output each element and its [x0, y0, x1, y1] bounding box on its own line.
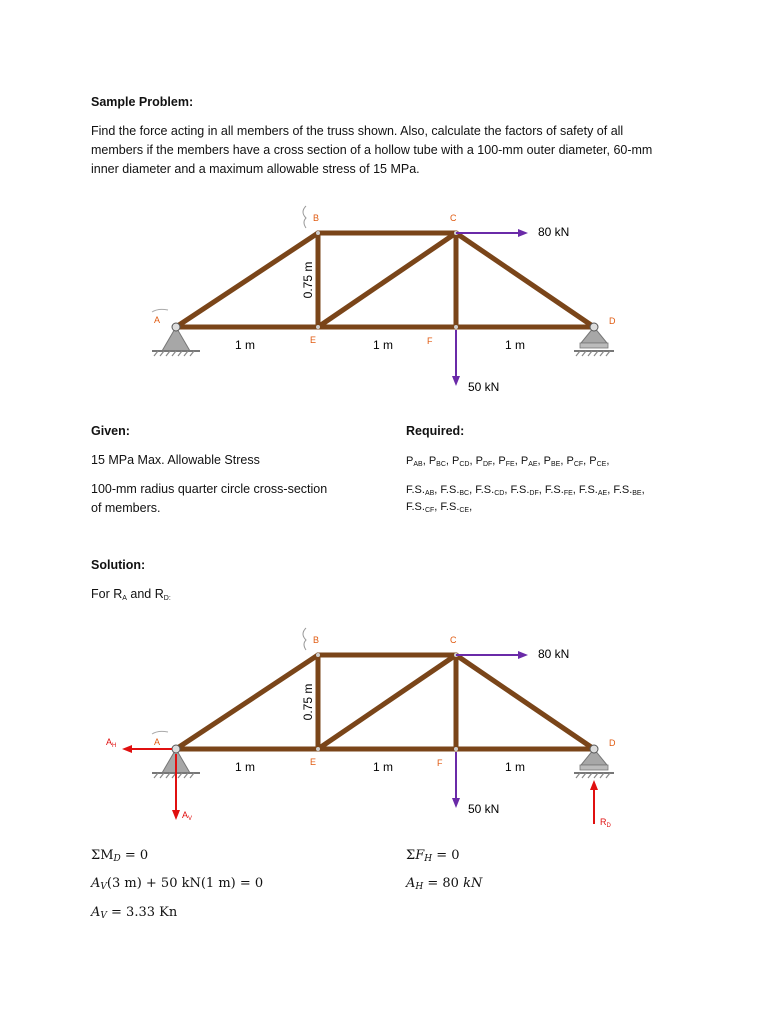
- required-item: $F.S._{AB}$,: [406, 484, 441, 497]
- required-item: $F.S._{CE}$,: [440, 501, 473, 514]
- node-label-d: D: [609, 316, 616, 326]
- required-item: $P_{CE}$,: [589, 455, 610, 468]
- node-label-d-fbd: D: [609, 738, 616, 748]
- required-heading: Required:: [406, 424, 465, 438]
- span-label-3-fbd: 1 m: [505, 760, 526, 774]
- problem-heading: Sample Problem:: [91, 95, 194, 109]
- equation-av-result: $A_V = 3.33$ Kn: [91, 905, 178, 921]
- member-ab: [176, 233, 318, 327]
- height-label: 0.75 m: [301, 261, 315, 299]
- member-cd: [456, 233, 594, 327]
- required-forces: [406, 451, 609, 474]
- required-item: $P_{CD}$,: [452, 455, 476, 468]
- truss-members: [176, 233, 594, 327]
- required-item: $F.S._{CD}$,: [475, 484, 511, 497]
- reaction-av-label: $A_V$: [182, 810, 193, 822]
- problem-text: Find the force acting in all members of the truss shown. Also, calculate the factors of safety of all members if the members have a cross section of a hollow tube with a 100-mm outer diameter, 60-mm inner diameter and a maximum allowable stress of 15 MPa.: [91, 124, 653, 176]
- node-label-e: E: [310, 335, 317, 345]
- vertical-load-label: 50 kN: [468, 380, 500, 394]
- span-label-1-fbd: 1 m: [235, 760, 256, 774]
- reaction-rd-label: $R_D$: [600, 817, 611, 829]
- equation-sum-horizontal: $\Sigma F_H = 0$: [406, 848, 460, 864]
- reaction-rd-arrow: [590, 780, 598, 824]
- given-line-2: 100-mm radius quarter circle cross-section: [91, 482, 328, 496]
- node-label-c: C: [450, 213, 457, 223]
- node-label-b: B: [313, 213, 320, 223]
- required-item: $F.S._{BC}$,: [440, 484, 476, 497]
- horizontal-load-label-fbd: 80 kN: [538, 647, 570, 661]
- reaction-ah-arrow: [122, 745, 172, 753]
- member-ce: [318, 233, 456, 327]
- required-item: $F.S._{CF}$,: [406, 501, 441, 514]
- given-heading: Given:: [91, 424, 130, 438]
- truss-members-fbd: [176, 655, 594, 749]
- required-item: $P_{AB}$,: [406, 455, 429, 468]
- node-label-c-fbd: C: [450, 635, 457, 645]
- vertical-load-arrow: [452, 330, 460, 386]
- required-fs-line-2: [406, 497, 472, 520]
- horizontal-load-arrow: [456, 229, 528, 237]
- node-label-b-fbd: B: [313, 635, 320, 645]
- node-label-f: F: [427, 336, 433, 346]
- height-bracket: [303, 206, 306, 228]
- required-item: $F.S._{AE}$,: [578, 484, 614, 497]
- span-label-1: 1 m: [235, 338, 256, 352]
- given-line-1: 15 MPa Max. Allowable Stress: [91, 453, 260, 467]
- horizontal-load-arrow-fbd: [456, 651, 528, 659]
- required-item: $F.S._{FE}$,: [544, 484, 579, 497]
- truss-diagram-1: [140, 200, 640, 410]
- required-item: $P_{BE}$,: [543, 455, 567, 468]
- required-item: $F.S._{BE}$,: [613, 484, 645, 497]
- given-line-3: of members.: [91, 501, 161, 515]
- equation-sum-moments: $\Sigma M_D = 0$: [91, 848, 149, 864]
- solution-heading: Solution:: [91, 558, 146, 572]
- equation-ah-result: $A_H = 80$ kN: [406, 876, 483, 892]
- horizontal-load-label: 80 kN: [538, 225, 570, 239]
- vertical-load-label-fbd: 50 kN: [468, 802, 500, 816]
- required-item: $P_{CF}$,: [566, 455, 590, 468]
- truss-diagram-2: [100, 622, 640, 837]
- span-label-2: 1 m: [373, 338, 394, 352]
- node-label-a-fbd: A: [154, 737, 161, 747]
- node-label-f-fbd: F: [437, 758, 443, 768]
- node-label-a: A: [154, 315, 161, 325]
- required-item: $P_{AE}$,: [520, 455, 544, 468]
- required-item: $F.S._{DF}$,: [510, 484, 545, 497]
- required-item: $P_{DF}$,: [475, 455, 499, 468]
- span-label-2-fbd: 1 m: [373, 760, 394, 774]
- required-item: $P_{FE}$,: [498, 455, 521, 468]
- equation-moment-expression: $A_V(3$ m) + 50 kN(1 m) = 0: [91, 876, 264, 892]
- vertical-load-arrow-fbd: [452, 752, 460, 808]
- reactions-caption: For $R_A$ and $R_{D:}$: [91, 587, 171, 602]
- reaction-ah-label: $A_H$: [106, 737, 117, 749]
- span-label-3: 1 m: [505, 338, 526, 352]
- node-label-e-fbd: E: [310, 757, 317, 767]
- required-item: $P_{BC}$,: [428, 455, 453, 468]
- height-label-fbd: 0.75 m: [301, 683, 315, 721]
